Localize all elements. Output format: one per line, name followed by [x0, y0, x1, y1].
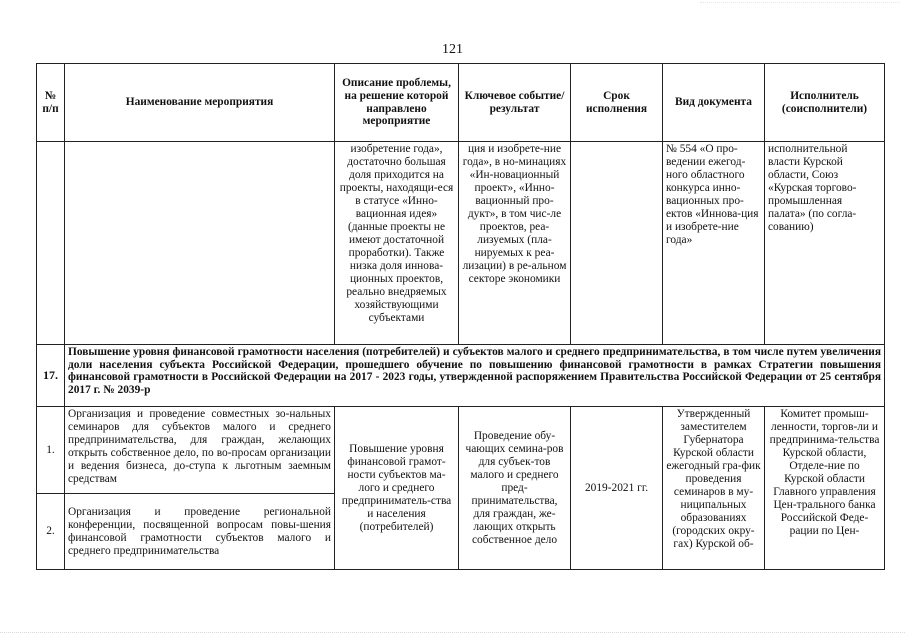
scan-artifact-bottom	[0, 632, 905, 636]
shared-event: Проведение обу-чающих семина-ров для субъек-тов малого и среднего пред-принимательства, для граждан, же-лающих открыть собственное дело	[459, 407, 571, 570]
cont-problem-cell: изобретение года», достаточно большая доля приходится на проекты, находящи-еся в статусе «Инно-вационная идея» (данные проекты не имеют достаточной проработки). Также низка доля иннова-ционных проектов, реально внедряемых хозяйствующими субъектами	[335, 142, 459, 345]
cont-executor-cell: исполнительной власти Курской области, Союз «Курская торгово-промышленная палата» (по согла-сованию)	[765, 142, 885, 345]
cont-term-cell	[571, 142, 663, 345]
item-1-name: Организация и проведение совместных зо-нальных семинаров для субъектов малого и среднего предпринимательства, для граждан, желающих открыть собственное дело, по во-просам организации и ведения бизнеса, до-ступа к льготным заемным средствам	[65, 407, 335, 494]
cont-event-cell: ция и изобрете-ние года», в но-минациях «Ин-новационный проект», «Инно-вационный про-дукт», в том чис-ле проектов, реа-лизуемых (пла-нируемых к реа-лизации) в ре-альном секторе экономики	[459, 142, 571, 345]
shared-executor: Комитет промыш-ленности, торгов-ли и предпринима-тельства Курской области, Отделе-ние по Курской области Главного управления Цен-трального банка Российской Феде-рации по Цен-	[765, 407, 885, 570]
header-row	[37, 64, 885, 142]
item-2-number: 2.	[37, 494, 65, 570]
item-2-name: Организация и проведение региональной конференции, посвященной вопросам повы-шения финансовой грамотности субъектов малого и среднего предпринимательства	[65, 494, 335, 570]
shared-doc: Утвержденный заместителем Губернатора Курской области ежегодный гра-фик проведения семинаров в му-ниципальных образованиях (городских окру-гах) Курской об-	[663, 407, 765, 570]
header-num: № п/п	[37, 64, 65, 142]
cont-name-cell	[65, 142, 335, 345]
header-term: Срок исполнения	[571, 64, 663, 142]
header-name: Наименование мероприятия	[65, 64, 335, 142]
header-event: Ключевое событие/ результат	[459, 64, 571, 142]
measures-table	[36, 63, 885, 570]
header-doc: Вид документа	[663, 64, 765, 142]
page-number: 121	[442, 42, 463, 57]
continuation-row	[37, 142, 885, 345]
cont-doc-cell: № 554 «О про-ведении ежегод-ного областного конкурса инно-вационных про-ектов «Иннова-ция и изобрете-ние года»	[663, 142, 765, 345]
shared-term: 2019-2021 гг.	[571, 407, 663, 570]
scan-artifact-top	[700, 2, 900, 4]
shared-problem: Повышение уровня финансовой грамот-ности субъектов ма-лого и среднего предприниматель-ства и населения (потребителей)	[335, 407, 459, 570]
header-executor: Исполнитель (соисполнители)	[765, 64, 885, 142]
cont-num-cell	[37, 142, 65, 345]
header-problem: Описание проблемы, на решение которой направлено мероприятие	[335, 64, 459, 142]
section-row	[37, 345, 885, 407]
section-title: Повышение уровня финансовой грамотности населения (потребителей) и субъектов малого и среднего предпринимательства, в том числе путем увеличения доли населения субъекта Российской Федерации, прошедшего обучение по повышению финансовой грамотности в рамках Стратегии повышения финансовой грамотности в Российской Федерации на 2017 - 2023 годы, утвержденной распоряжением Правительства Российской Федерации от 25 сентября 2017 г. № 2039-р	[65, 345, 885, 407]
section-number: 17.	[37, 345, 65, 407]
item-1-number: 1.	[37, 407, 65, 494]
item-row-1	[37, 407, 885, 494]
